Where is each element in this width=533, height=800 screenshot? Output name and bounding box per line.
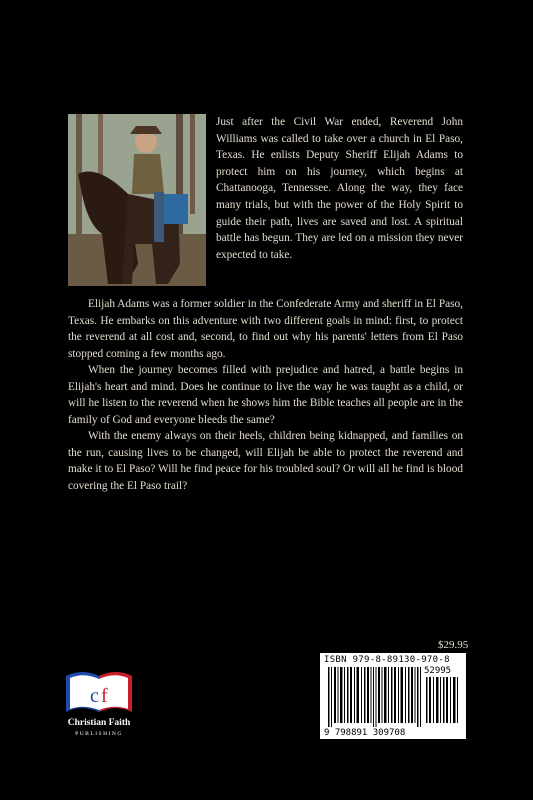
logo-letter-f: f — [101, 685, 108, 707]
blurb-paragraph-4: With the enemy always on their heels, children being kidnapped, and families on the run, causing lives to be changed, will Elijah be able to protect the reverend and make it to El Paso? Will he find peace for his troubled soul? Or will all he find is blood covering the El Paso trail? — [68, 430, 463, 492]
price-label: $29.95 — [438, 639, 469, 651]
barcode-addon: 52995 — [424, 666, 452, 676]
blurb-paragraph-2: Elijah Adams was a former soldier in the Confederate Army and sheriff in El Paso, Texas. He embarks on this adventure with two different goals in mind: first, to protect the reverend at all cost and, second, to find out why his parents' letters from El Paso stopped coming a few months ago. — [68, 298, 463, 360]
author-photo — [68, 114, 206, 286]
publisher-logo-icon — [56, 664, 142, 716]
logo-letter-c: c — [90, 685, 99, 707]
publisher-name: Christian Faith — [67, 718, 131, 728]
barcode-bars-icon — [326, 667, 462, 727]
isbn-label: ISBN 979-8-89130-970-8 — [324, 655, 450, 665]
blurb-paragraph-1: Just after the Civil War ended, Reverend John Williams was called to take over a church in El Paso, Texas. He enlists Deputy Sheriff Elijah Adams to protect him on his journey, which begins at Chattanooga, Tennessee. Along the way, they face many trials, but with the power of the Holy Spirit to guide their path, lives are saved and lost. A spiritual battle has begun. They are led on a mission they never expected to take. — [216, 116, 463, 261]
blurb-body — [68, 296, 463, 494]
isbn-barcode — [320, 653, 466, 739]
publisher-sub: PUBLISHING — [75, 731, 123, 737]
blurb-paragraph-3: When the journey becomes filled with prejudice and hatred, a battle begins in Elijah's heart and mind. Does he continue to live the way he was taught as a child, or will he listen to the reverend when he shows him the Bible teaches all people are in the family of God and everyone bleeds the same? — [68, 364, 463, 426]
isbn-number: 9 798891 309708 — [324, 728, 406, 738]
